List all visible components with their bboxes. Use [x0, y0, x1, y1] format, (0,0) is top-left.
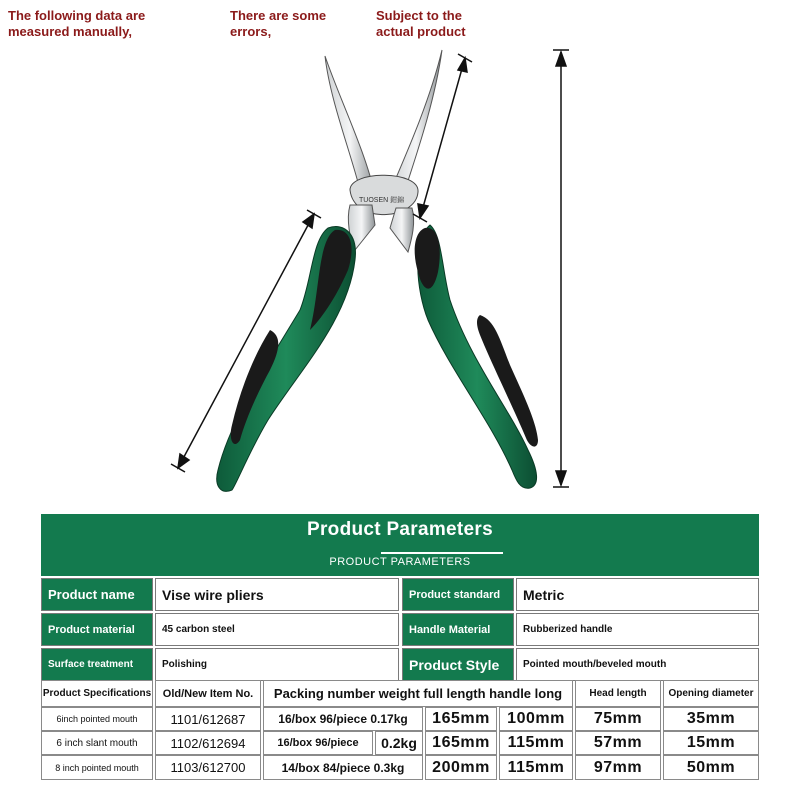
spec-row-1-handle: 100mm: [499, 707, 573, 731]
label-surface-treatment: Surface treatment: [41, 648, 153, 681]
spec-row-2-spec: 6 inch slant mouth: [41, 731, 153, 755]
spec-row-2-length: 165mm: [425, 731, 497, 755]
header-packing: Packing number weight full length handle long: [263, 680, 573, 707]
spec-row-3-head: 97mm: [575, 755, 661, 780]
spec-row-3-opening: 50mm: [663, 755, 759, 780]
spec-row-2-item: 1102/612694: [155, 731, 261, 755]
specification-table: [41, 680, 759, 780]
label-handle-material: Handle Material: [402, 613, 514, 646]
spec-row-3-item: 1103/612700: [155, 755, 261, 780]
value-product-standard: Metric: [516, 578, 759, 611]
brand-engraving: TUOSEN 鉗錦: [359, 197, 405, 204]
header-item-no: Old/New Item No.: [155, 680, 261, 707]
spec-row-1-spec: 6inch pointed mouth: [41, 707, 153, 731]
spec-row-1-item: 1101/612687: [155, 707, 261, 731]
value-handle-material: Rubberized handle: [516, 613, 759, 646]
disclaimer-note-measured: The following data are measured manually,: [8, 8, 146, 39]
spec-row-2-packing: 16/box 96/piece: [263, 731, 373, 755]
spec-row-2-handle: 115mm: [499, 731, 573, 755]
label-product-standard: Product standard: [402, 578, 514, 611]
spec-row-3-spec: 8 inch pointed mouth: [41, 755, 153, 780]
label-product-material: Product material: [41, 613, 153, 646]
spec-row-1-head: 75mm: [575, 707, 661, 731]
spec-row-3-handle: 115mm: [499, 755, 573, 780]
value-product-style: Pointed mouth/beveled mouth: [516, 648, 759, 681]
spec-row-1-packing: 16/box 96/piece 0.17kg: [263, 707, 423, 731]
parameters-subtitle: PRODUCT PARAMETERS: [329, 556, 471, 568]
spec-row-2-head: 57mm: [575, 731, 661, 755]
spec-row-1-length: 165mm: [425, 707, 497, 731]
header-opening-diameter: Opening diameter: [663, 680, 759, 707]
parameters-title: Product Parameters: [307, 519, 493, 540]
product-parameters-panel: [41, 514, 759, 673]
header-specifications: Product Specifications: [41, 680, 153, 707]
value-surface-treatment: Polishing: [155, 648, 399, 681]
spec-row-2-opening: 15mm: [663, 731, 759, 755]
label-product-name: Product name: [41, 578, 153, 611]
spec-row-3-packing: 14/box 84/piece 0.3kg: [263, 755, 423, 780]
disclaimer-note-subject: Subject to the actual product: [376, 8, 466, 39]
disclaimer-note-errors: There are some errors,: [230, 8, 327, 39]
value-product-material: 45 carbon steel: [155, 613, 399, 646]
spec-row-3-length: 200mm: [425, 755, 497, 780]
parameters-banner: [41, 514, 759, 576]
spec-row-2-weight: 0.2kg: [375, 731, 423, 755]
label-product-style: Product Style: [402, 648, 514, 681]
value-product-name: Vise wire pliers: [155, 578, 399, 611]
spec-row-1-opening: 35mm: [663, 707, 759, 731]
banner-divider: [381, 552, 503, 554]
header-head-length: Head length: [575, 680, 661, 707]
